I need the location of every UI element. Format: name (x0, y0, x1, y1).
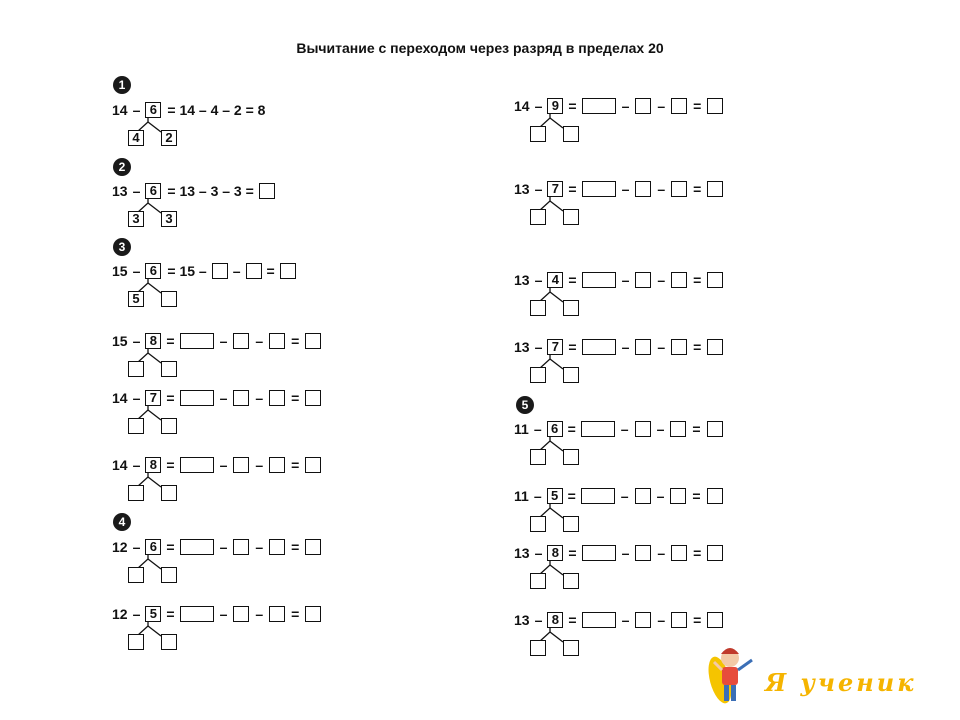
split-right-box[interactable] (563, 516, 579, 532)
answer-box[interactable] (671, 181, 687, 197)
subtrahend-box: 6 (145, 102, 161, 118)
minuend: 11 (514, 488, 529, 504)
split-right-box[interactable] (161, 361, 177, 377)
answer-box[interactable] (707, 339, 723, 355)
answer-two-digit-box[interactable] (582, 272, 616, 288)
split-left-box[interactable] (530, 449, 546, 465)
split-right-box[interactable] (563, 209, 579, 225)
split-left-box[interactable] (530, 300, 546, 316)
split-right-box[interactable] (563, 367, 579, 383)
subtrahend-box: 8 (145, 333, 161, 349)
answer-box[interactable] (305, 333, 321, 349)
answer-box[interactable] (635, 339, 651, 355)
split-left-box[interactable] (128, 567, 144, 583)
split-left-box: 3 (128, 211, 144, 227)
answer-box[interactable] (305, 457, 321, 473)
minuend: 15 (112, 263, 128, 279)
minuend: 13 (514, 612, 530, 628)
answer-two-digit-box[interactable] (582, 612, 616, 628)
solution-text: = 15 – (167, 263, 207, 279)
answer-box[interactable] (707, 272, 723, 288)
minuend: 14 (112, 457, 128, 473)
answer-box[interactable] (635, 612, 651, 628)
answer-two-digit-box[interactable] (582, 545, 616, 561)
split-left-box[interactable] (530, 126, 546, 142)
answer-two-digit-box[interactable] (581, 488, 615, 504)
minuend: 15 (112, 333, 128, 349)
split-right-box[interactable] (563, 573, 579, 589)
minuend: 12 (112, 539, 128, 555)
answer-box[interactable] (671, 612, 687, 628)
answer-box[interactable] (707, 421, 723, 437)
subtrahend-box: 6 (145, 539, 161, 555)
split-left-box[interactable] (530, 367, 546, 383)
answer-box[interactable] (707, 488, 723, 504)
minuend: 13 (514, 339, 530, 355)
split-left-box[interactable] (530, 573, 546, 589)
minuend: 13 (112, 183, 128, 199)
answer-box[interactable] (670, 488, 686, 504)
minuend: 14 (112, 390, 128, 406)
answer-box[interactable] (635, 272, 651, 288)
answer-box[interactable] (707, 545, 723, 561)
split-left-box: 4 (128, 130, 144, 146)
exercise-5-badge: 5 (516, 396, 534, 414)
exercise-3-badge: 3 (113, 238, 131, 256)
minuend: 14 (112, 102, 128, 118)
minuend: 13 (514, 545, 530, 561)
subtrahend-box: 8 (547, 612, 563, 628)
solution-text: = 13 – 3 – 3 = (167, 183, 254, 199)
answer-box[interactable] (233, 606, 249, 622)
answer-two-digit-box[interactable] (582, 339, 616, 355)
subtrahend-box: 8 (547, 545, 563, 561)
answer-box[interactable] (233, 390, 249, 406)
subtrahend-box: 6 (145, 183, 161, 199)
split-left-box[interactable] (530, 209, 546, 225)
answer-box[interactable] (670, 421, 686, 437)
split-right-box[interactable] (563, 300, 579, 316)
answer-two-digit-box[interactable] (180, 333, 214, 349)
subtrahend-box: 8 (145, 457, 161, 473)
subtrahend-box: 5 (547, 488, 563, 504)
split-left-box[interactable] (530, 640, 546, 656)
answer-box[interactable] (635, 181, 651, 197)
answer-box[interactable] (305, 539, 321, 555)
split-right-box: 3 (161, 211, 177, 227)
answer-box[interactable] (635, 421, 651, 437)
answer-box[interactable] (671, 545, 687, 561)
minuend: 13 (514, 181, 530, 197)
minuend: 11 (514, 421, 529, 437)
subtrahend-box: 6 (547, 421, 563, 437)
answer-box[interactable] (671, 272, 687, 288)
page-title: Вычитание с переходом через разряд в пределах 20 (296, 40, 664, 56)
answer-box[interactable] (280, 263, 296, 279)
split-left-box[interactable] (530, 516, 546, 532)
answer-two-digit-box[interactable] (180, 390, 214, 406)
answer-box[interactable] (671, 98, 687, 114)
answer-two-digit-box[interactable] (180, 539, 214, 555)
answer-box[interactable] (305, 606, 321, 622)
split-right-box[interactable] (563, 449, 579, 465)
answer-box[interactable] (233, 333, 249, 349)
subtrahend-box: 9 (547, 98, 563, 114)
split-right-box[interactable] (161, 485, 177, 501)
split-left-box[interactable] (128, 361, 144, 377)
subtrahend-box: 7 (145, 390, 161, 406)
answer-two-digit-box[interactable] (581, 421, 615, 437)
answer-two-digit-box[interactable] (582, 181, 616, 197)
solution-text: = 14 – 4 – 2 = 8 (167, 102, 266, 118)
exercise-1-badge: 1 (113, 76, 131, 94)
answer-box[interactable] (269, 606, 285, 622)
logo-text: Я ученик (765, 668, 917, 697)
answer-box[interactable] (269, 333, 285, 349)
answer-box[interactable] (707, 612, 723, 628)
split-right-box: 2 (161, 130, 177, 146)
split-left-box[interactable] (128, 418, 144, 434)
answer-box[interactable] (269, 390, 285, 406)
subtrahend-box: 4 (547, 272, 563, 288)
answer-two-digit-box[interactable] (180, 606, 214, 622)
answer-box[interactable] (671, 339, 687, 355)
split-right-box[interactable] (563, 126, 579, 142)
split-right-box[interactable] (161, 634, 177, 650)
split-right-box[interactable] (161, 418, 177, 434)
answer-two-digit-box[interactable] (180, 457, 214, 473)
exercise-2-badge: 2 (113, 158, 131, 176)
answer-box[interactable] (269, 539, 285, 555)
answer-box[interactable] (635, 98, 651, 114)
answer-box[interactable] (212, 263, 228, 279)
answer-box[interactable] (635, 545, 651, 561)
answer-box[interactable] (246, 263, 262, 279)
minuend: 13 (514, 272, 530, 288)
answer-box[interactable] (233, 539, 249, 555)
split-right-box[interactable] (161, 567, 177, 583)
split-right-box[interactable] (563, 640, 579, 656)
answer-box[interactable] (305, 390, 321, 406)
answer-two-digit-box[interactable] (582, 98, 616, 114)
split-right-box[interactable] (161, 291, 177, 307)
subtrahend-box: 6 (145, 263, 161, 279)
minuend: 14 (514, 98, 530, 114)
subtrahend-box: 7 (547, 181, 563, 197)
answer-box[interactable] (635, 488, 651, 504)
split-left-box[interactable] (128, 634, 144, 650)
answer-box[interactable] (707, 181, 723, 197)
split-left-box: 5 (128, 291, 144, 307)
answer-box[interactable] (707, 98, 723, 114)
answer-box[interactable] (259, 183, 275, 199)
split-left-box[interactable] (128, 485, 144, 501)
answer-box[interactable] (233, 457, 249, 473)
subtrahend-box: 5 (145, 606, 161, 622)
answer-box[interactable] (269, 457, 285, 473)
minuend: 12 (112, 606, 128, 622)
exercise-4-badge: 4 (113, 513, 131, 531)
subtrahend-box: 7 (547, 339, 563, 355)
